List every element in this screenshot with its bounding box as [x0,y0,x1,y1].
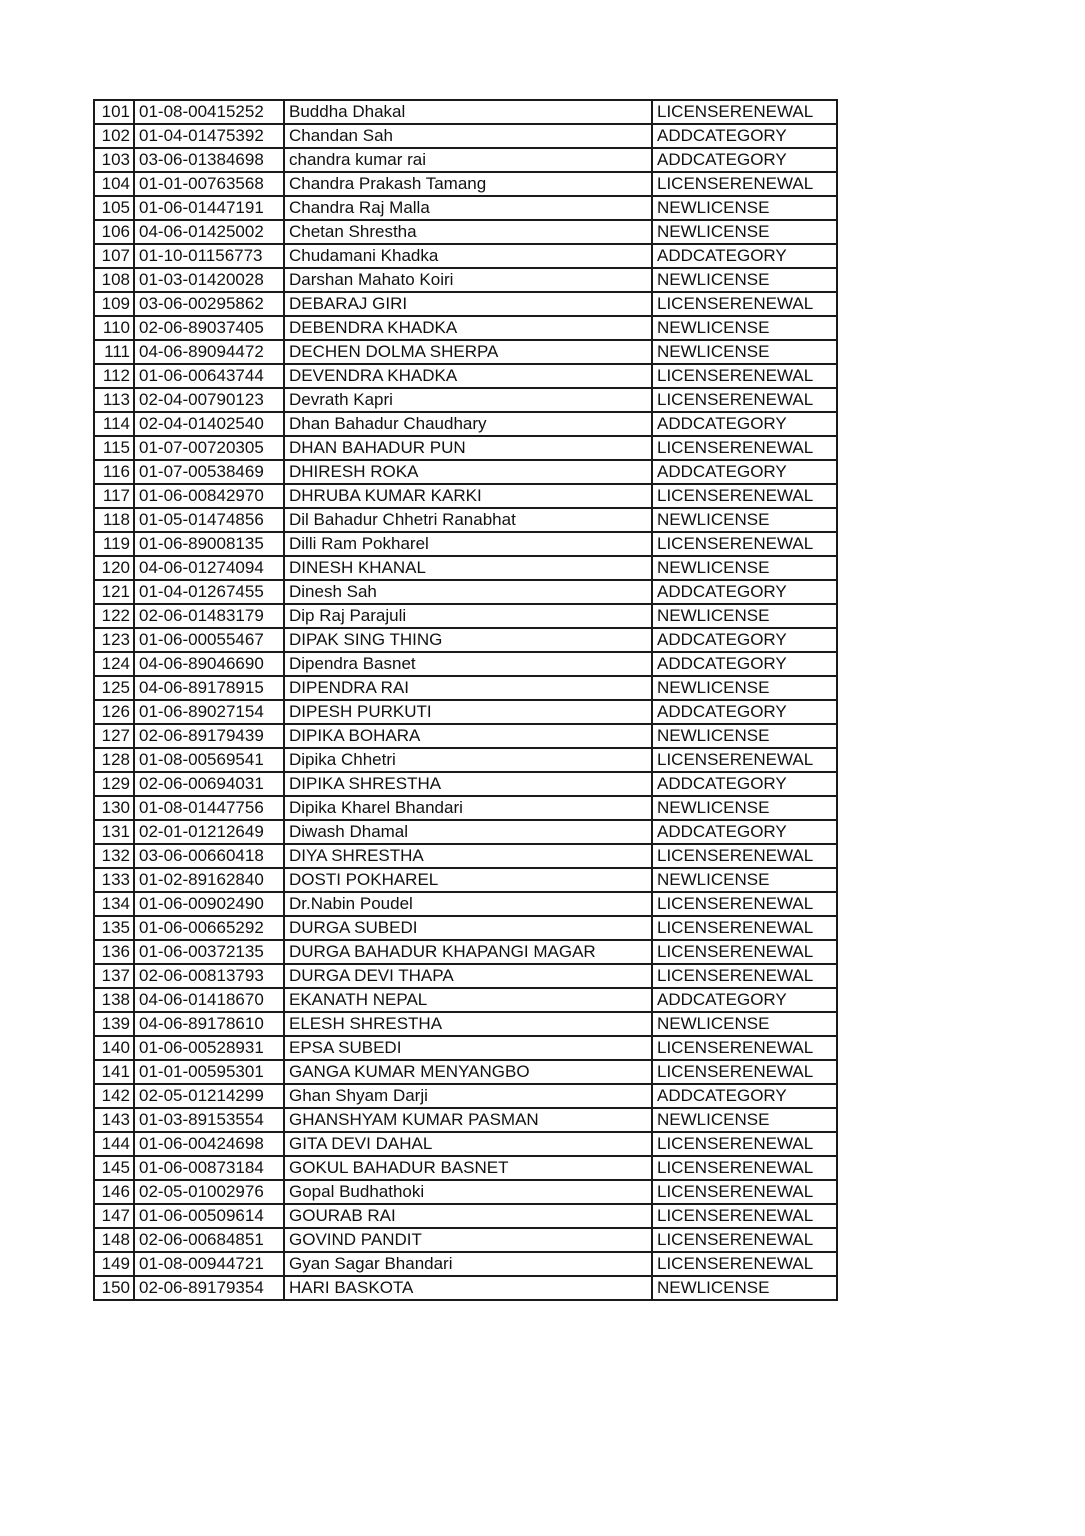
serial-number-cell: 142 [94,1084,134,1108]
table-row [94,652,837,676]
table-row [94,556,837,580]
license-number-cell: 01-01-00763568 [134,172,284,196]
serial-number-cell: 112 [94,364,134,388]
table-row [94,964,837,988]
table-row [94,508,837,532]
table-row [94,148,837,172]
serial-number-cell: 120 [94,556,134,580]
category-cell: ADDCATEGORY [652,460,837,484]
serial-number-cell: 150 [94,1276,134,1300]
category-cell: LICENSERENEWAL [652,1252,837,1276]
category-cell: NEWLICENSE [652,604,837,628]
license-number-cell: 01-06-00842970 [134,484,284,508]
license-number-cell: 02-06-89179354 [134,1276,284,1300]
serial-number-cell: 123 [94,628,134,652]
applicant-name-cell: Chandra Prakash Tamang [284,172,652,196]
serial-number-cell: 126 [94,700,134,724]
serial-number-cell: 125 [94,676,134,700]
category-cell: NEWLICENSE [652,724,837,748]
applicant-name-cell: DOSTI POKHAREL [284,868,652,892]
license-number-cell: 01-07-00538469 [134,460,284,484]
category-cell: LICENSERENEWAL [652,1060,837,1084]
applicant-name-cell: Dipendra Basnet [284,652,652,676]
table-row [94,1132,837,1156]
serial-number-cell: 110 [94,316,134,340]
applicant-name-cell: Ghan Shyam Darji [284,1084,652,1108]
table-row [94,796,837,820]
applicant-name-cell: DIYA SHRESTHA [284,844,652,868]
applicant-name-cell: Dil Bahadur Chhetri Ranabhat [284,508,652,532]
category-cell: ADDCATEGORY [652,148,837,172]
table-row [94,388,837,412]
table-row [94,700,837,724]
category-cell: ADDCATEGORY [652,700,837,724]
applicant-name-cell: Gopal Budhathoki [284,1180,652,1204]
applicant-name-cell: DECHEN DOLMA SHERPA [284,340,652,364]
applicant-name-cell: Diwash Dhamal [284,820,652,844]
category-cell: LICENSERENEWAL [652,1036,837,1060]
applicant-name-cell: Dip Raj Parajuli [284,604,652,628]
serial-number-cell: 102 [94,124,134,148]
category-cell: NEWLICENSE [652,316,837,340]
category-cell: ADDCATEGORY [652,652,837,676]
applicant-name-cell: DURGA DEVI THAPA [284,964,652,988]
applicant-name-cell: EKANATH NEPAL [284,988,652,1012]
serial-number-cell: 119 [94,532,134,556]
serial-number-cell: 107 [94,244,134,268]
applicant-name-cell: Gyan Sagar Bhandari [284,1252,652,1276]
license-number-cell: 01-06-00509614 [134,1204,284,1228]
applicant-name-cell: Darshan Mahato Koiri [284,268,652,292]
applicant-name-cell: DURGA BAHADUR KHAPANGI MAGAR [284,940,652,964]
license-number-cell: 01-01-00595301 [134,1060,284,1084]
license-number-cell: 01-06-00528931 [134,1036,284,1060]
serial-number-cell: 146 [94,1180,134,1204]
category-cell: NEWLICENSE [652,268,837,292]
applicant-name-cell: DINESH KHANAL [284,556,652,580]
applicant-name-cell: DURGA SUBEDI [284,916,652,940]
license-number-cell: 02-01-01212649 [134,820,284,844]
applicant-name-cell: HARI BASKOTA [284,1276,652,1300]
category-cell: LICENSERENEWAL [652,940,837,964]
license-number-cell: 01-06-00665292 [134,916,284,940]
serial-number-cell: 104 [94,172,134,196]
category-cell: LICENSERENEWAL [652,1228,837,1252]
applicant-name-cell: Chandan Sah [284,124,652,148]
table-row [94,772,837,796]
table-row [94,100,837,124]
license-number-cell: 04-06-89178610 [134,1012,284,1036]
applicant-name-cell: DEBARAJ GIRI [284,292,652,316]
license-number-cell: 01-06-00055467 [134,628,284,652]
category-cell: LICENSERENEWAL [652,1180,837,1204]
license-number-cell: 01-06-89008135 [134,532,284,556]
applicant-name-cell: chandra kumar rai [284,148,652,172]
serial-number-cell: 111 [94,340,134,364]
table-row [94,1156,837,1180]
serial-number-cell: 114 [94,412,134,436]
table-row [94,1228,837,1252]
license-number-cell: 01-10-01156773 [134,244,284,268]
serial-number-cell: 148 [94,1228,134,1252]
category-cell: NEWLICENSE [652,220,837,244]
license-number-cell: 03-06-00295862 [134,292,284,316]
table-row [94,316,837,340]
serial-number-cell: 138 [94,988,134,1012]
license-number-cell: 04-06-01425002 [134,220,284,244]
table-row [94,532,837,556]
applicant-name-cell: Chetan Shrestha [284,220,652,244]
table-row [94,364,837,388]
category-cell: ADDCATEGORY [652,820,837,844]
license-number-cell: 02-04-00790123 [134,388,284,412]
table-row [94,196,837,220]
applicant-name-cell: ELESH SHRESTHA [284,1012,652,1036]
category-cell: NEWLICENSE [652,676,837,700]
category-cell: LICENSERENEWAL [652,484,837,508]
category-cell: LICENSERENEWAL [652,388,837,412]
table-row [94,1204,837,1228]
table-row [94,460,837,484]
license-number-cell: 01-08-01447756 [134,796,284,820]
serial-number-cell: 101 [94,100,134,124]
category-cell: NEWLICENSE [652,1012,837,1036]
applicant-name-cell: GITA DEVI DAHAL [284,1132,652,1156]
serial-number-cell: 127 [94,724,134,748]
license-number-cell: 02-06-89037405 [134,316,284,340]
applicant-name-cell: GHANSHYAM KUMAR PASMAN [284,1108,652,1132]
license-number-cell: 03-06-01384698 [134,148,284,172]
license-number-cell: 02-06-01483179 [134,604,284,628]
serial-number-cell: 137 [94,964,134,988]
category-cell: LICENSERENEWAL [652,436,837,460]
category-cell: NEWLICENSE [652,1108,837,1132]
serial-number-cell: 140 [94,1036,134,1060]
table-row [94,220,837,244]
applicant-name-cell: DEBENDRA KHADKA [284,316,652,340]
category-cell: NEWLICENSE [652,1276,837,1300]
license-number-cell: 01-03-01420028 [134,268,284,292]
table-row [94,484,837,508]
category-cell: LICENSERENEWAL [652,1156,837,1180]
table-row [94,988,837,1012]
table-row [94,436,837,460]
license-number-cell: 01-03-89153554 [134,1108,284,1132]
serial-number-cell: 121 [94,580,134,604]
applicant-name-cell: Dhan Bahadur Chaudhary [284,412,652,436]
license-number-cell: 03-06-00660418 [134,844,284,868]
license-number-cell: 01-06-00873184 [134,1156,284,1180]
category-cell: LICENSERENEWAL [652,172,837,196]
license-number-cell: 01-06-01447191 [134,196,284,220]
category-cell: LICENSERENEWAL [652,532,837,556]
category-cell: LICENSERENEWAL [652,892,837,916]
table-row [94,1276,837,1300]
applicant-name-cell: Dinesh Sah [284,580,652,604]
serial-number-cell: 130 [94,796,134,820]
applicant-name-cell: Chandra Raj Malla [284,196,652,220]
category-cell: NEWLICENSE [652,196,837,220]
license-number-cell: 04-06-89178915 [134,676,284,700]
license-number-cell: 01-04-01267455 [134,580,284,604]
category-cell: LICENSERENEWAL [652,292,837,316]
applicant-name-cell: Chudamani Khadka [284,244,652,268]
license-number-cell: 01-07-00720305 [134,436,284,460]
category-cell: LICENSERENEWAL [652,100,837,124]
license-number-cell: 02-04-01402540 [134,412,284,436]
serial-number-cell: 149 [94,1252,134,1276]
serial-number-cell: 132 [94,844,134,868]
license-list-body [94,100,837,1300]
serial-number-cell: 109 [94,292,134,316]
license-number-cell: 01-06-89027154 [134,700,284,724]
serial-number-cell: 106 [94,220,134,244]
applicant-name-cell: Dipika Kharel Bhandari [284,796,652,820]
serial-number-cell: 108 [94,268,134,292]
license-number-cell: 01-06-00902490 [134,892,284,916]
serial-number-cell: 116 [94,460,134,484]
table-row [94,1012,837,1036]
serial-number-cell: 141 [94,1060,134,1084]
serial-number-cell: 139 [94,1012,134,1036]
category-cell: ADDCATEGORY [652,412,837,436]
applicant-name-cell: DIPIKA BOHARA [284,724,652,748]
license-number-cell: 01-08-00944721 [134,1252,284,1276]
table-row [94,1108,837,1132]
serial-number-cell: 144 [94,1132,134,1156]
category-cell: NEWLICENSE [652,508,837,532]
table-row [94,868,837,892]
category-cell: LICENSERENEWAL [652,748,837,772]
applicant-name-cell: GOURAB RAI [284,1204,652,1228]
applicant-name-cell: EPSA SUBEDI [284,1036,652,1060]
category-cell: LICENSERENEWAL [652,964,837,988]
category-cell: LICENSERENEWAL [652,844,837,868]
license-number-cell: 01-08-00569541 [134,748,284,772]
license-number-cell: 02-06-00694031 [134,772,284,796]
serial-number-cell: 115 [94,436,134,460]
table-row [94,724,837,748]
table-row [94,1084,837,1108]
table-row [94,916,837,940]
table-row [94,892,837,916]
table-row [94,940,837,964]
license-number-cell: 01-02-89162840 [134,868,284,892]
license-number-cell: 02-05-01002976 [134,1180,284,1204]
license-number-cell: 04-06-01418670 [134,988,284,1012]
serial-number-cell: 124 [94,652,134,676]
applicant-name-cell: DEVENDRA KHADKA [284,364,652,388]
table-row [94,1252,837,1276]
license-number-cell: 01-06-00372135 [134,940,284,964]
table-row [94,340,837,364]
category-cell: NEWLICENSE [652,556,837,580]
category-cell: ADDCATEGORY [652,580,837,604]
table-row [94,580,837,604]
table-row [94,292,837,316]
license-number-cell: 01-08-00415252 [134,100,284,124]
applicant-name-cell: DIPAK SING THING [284,628,652,652]
serial-number-cell: 136 [94,940,134,964]
applicant-name-cell: DIPESH PURKUTI [284,700,652,724]
category-cell: ADDCATEGORY [652,1084,837,1108]
applicant-name-cell: DIPENDRA RAI [284,676,652,700]
serial-number-cell: 133 [94,868,134,892]
table-row [94,244,837,268]
serial-number-cell: 118 [94,508,134,532]
license-number-cell: 02-06-89179439 [134,724,284,748]
license-number-cell: 01-05-01474856 [134,508,284,532]
license-number-cell: 01-06-00424698 [134,1132,284,1156]
applicant-name-cell: GOKUL BAHADUR BASNET [284,1156,652,1180]
applicant-name-cell: DHIRESH ROKA [284,460,652,484]
serial-number-cell: 147 [94,1204,134,1228]
category-cell: ADDCATEGORY [652,988,837,1012]
applicant-name-cell: Devrath Kapri [284,388,652,412]
license-number-cell: 02-06-00684851 [134,1228,284,1252]
serial-number-cell: 103 [94,148,134,172]
applicant-name-cell: Dilli Ram Pokharel [284,532,652,556]
serial-number-cell: 143 [94,1108,134,1132]
category-cell: LICENSERENEWAL [652,1204,837,1228]
table-row [94,1180,837,1204]
license-number-cell: 04-06-01274094 [134,556,284,580]
applicant-name-cell: GANGA KUMAR MENYANGBO [284,1060,652,1084]
applicant-name-cell: DHAN BAHADUR PUN [284,436,652,460]
applicant-name-cell: GOVIND PANDIT [284,1228,652,1252]
table-row [94,412,837,436]
serial-number-cell: 117 [94,484,134,508]
license-number-cell: 04-06-89046690 [134,652,284,676]
applicant-name-cell: DIPIKA SHRESTHA [284,772,652,796]
serial-number-cell: 145 [94,1156,134,1180]
license-number-cell: 01-04-01475392 [134,124,284,148]
serial-number-cell: 105 [94,196,134,220]
table-row [94,820,837,844]
license-number-cell: 04-06-89094472 [134,340,284,364]
category-cell: ADDCATEGORY [652,244,837,268]
category-cell: LICENSERENEWAL [652,916,837,940]
serial-number-cell: 135 [94,916,134,940]
table-row [94,268,837,292]
category-cell: LICENSERENEWAL [652,1132,837,1156]
applicant-name-cell: DHRUBA KUMAR KARKI [284,484,652,508]
serial-number-cell: 129 [94,772,134,796]
applicant-name-cell: Buddha Dhakal [284,100,652,124]
table-row [94,604,837,628]
table-row [94,628,837,652]
license-number-cell: 01-06-00643744 [134,364,284,388]
license-list-table [93,99,838,1301]
table-row [94,124,837,148]
category-cell: NEWLICENSE [652,340,837,364]
table-row [94,748,837,772]
table-row [94,844,837,868]
serial-number-cell: 113 [94,388,134,412]
table-row [94,676,837,700]
category-cell: ADDCATEGORY [652,628,837,652]
category-cell: LICENSERENEWAL [652,364,837,388]
license-number-cell: 02-05-01214299 [134,1084,284,1108]
serial-number-cell: 128 [94,748,134,772]
serial-number-cell: 134 [94,892,134,916]
serial-number-cell: 122 [94,604,134,628]
category-cell: NEWLICENSE [652,868,837,892]
applicant-name-cell: Dr.Nabin Poudel [284,892,652,916]
category-cell: NEWLICENSE [652,796,837,820]
category-cell: ADDCATEGORY [652,124,837,148]
applicant-name-cell: Dipika Chhetri [284,748,652,772]
license-number-cell: 02-06-00813793 [134,964,284,988]
table-row [94,1036,837,1060]
table-row [94,1060,837,1084]
table-row [94,172,837,196]
serial-number-cell: 131 [94,820,134,844]
category-cell: ADDCATEGORY [652,772,837,796]
